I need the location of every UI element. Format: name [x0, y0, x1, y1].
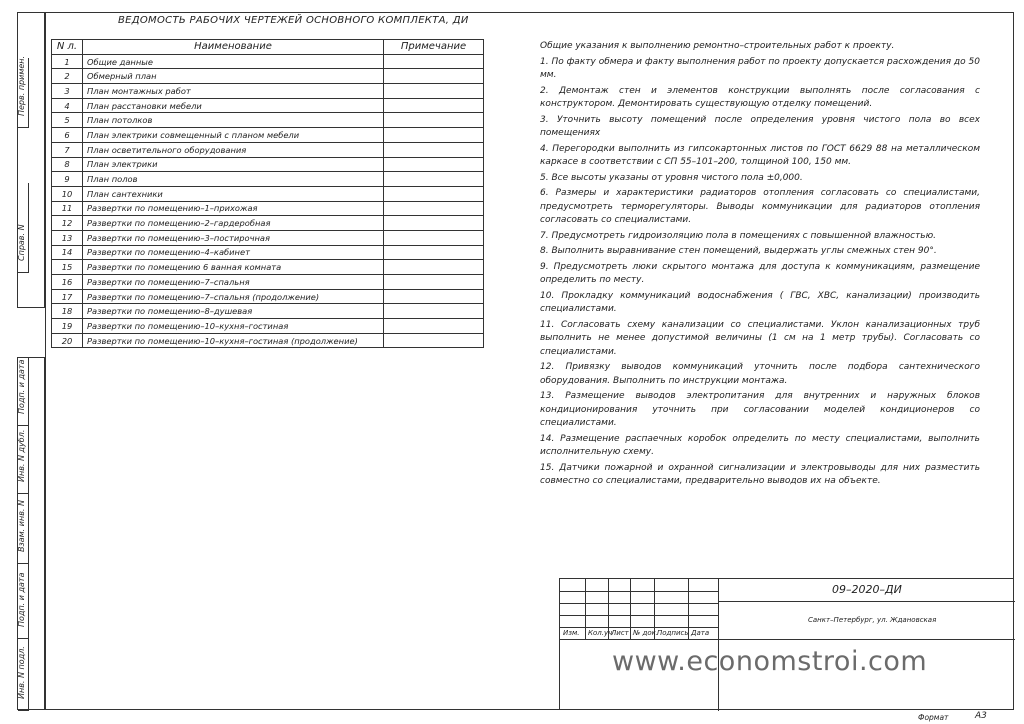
side-block-2 [17, 357, 45, 710]
side-label: Взам. инв. N [17, 500, 26, 552]
sheet-number: 6 [52, 128, 83, 143]
table-header-row [52, 40, 484, 55]
stamp-hline [560, 615, 718, 616]
table-row [52, 69, 484, 84]
sheet-number: 19 [52, 319, 83, 334]
sheet-name: Развертки по помещению–7–спальня [83, 275, 384, 290]
sheet-number: 5 [52, 113, 83, 128]
sheet-note [384, 319, 484, 334]
sheet-note [384, 245, 484, 260]
stamp-hline [560, 639, 1015, 640]
table-row [52, 54, 484, 69]
note-item: 11. Согласовать схему канализации со специалистами. Уклон канализационных труб выполнить не менее допустимой величины (1 см на 1 метр трубы). Согласовать со специалистами. [540, 319, 980, 357]
sheet-note [384, 84, 484, 99]
sheet-name: План полов [83, 172, 384, 187]
table-row [52, 230, 484, 245]
sheet-number: 9 [52, 172, 83, 187]
sheet-note [384, 275, 484, 290]
sheet-name: Развертки по помещению–4–кабинет [83, 245, 384, 260]
sheet-number: 8 [52, 157, 83, 172]
stamp-col-header: Дата [691, 629, 710, 637]
sheet-name: План монтажных работ [83, 84, 384, 99]
sheet-number: 4 [52, 98, 83, 113]
note-item: 3. Уточнить высоту помещений после определения уровня чистого пола во всех помещениях [540, 114, 980, 138]
table-row [52, 333, 484, 348]
stamp-col-header: Подпись [657, 629, 689, 637]
sheet-number: 17 [52, 289, 83, 304]
table-row [52, 142, 484, 157]
sheet-name: Общие данные [83, 54, 384, 69]
note-item: 12. Привязку выводов коммуникаций уточнить после подбора сантехнического оборудования. Выполнить по инструкции монтажа. [540, 362, 980, 386]
project-code: 09–2020–ДИ [832, 583, 902, 596]
sheet-number: 2 [52, 69, 83, 84]
sheet-name: План потолков [83, 113, 384, 128]
table-row [52, 245, 484, 260]
sheet-note [384, 113, 484, 128]
sheet-note [384, 230, 484, 245]
vedomost-table [51, 39, 484, 348]
sheet-note [384, 157, 484, 172]
col-header-note: Примечание [384, 40, 484, 55]
table-row [52, 289, 484, 304]
side-label: Инв. N подл. [17, 646, 26, 699]
sheet-name: Развертки по помещению–7–спальня (продолжение) [83, 289, 384, 304]
table-row [52, 216, 484, 231]
vedomost-title: ВЕДОМОСТЬ РАБОЧИХ ЧЕРТЕЖЕЙ ОСНОВНОГО КОМПЛЕКТА, ДИ [118, 15, 469, 26]
sheet-note [384, 289, 484, 304]
stamp-vline [585, 579, 586, 639]
stamp-hline [560, 627, 718, 628]
sheet-name: План сантехники [83, 186, 384, 201]
table-row [52, 260, 484, 275]
note-item: 15. Датчики пожарной и охранной сигнализации и электровыводы для них разместить совместно со специалистами, предварительно выводов их на объекте. [540, 462, 980, 486]
stamp-col-header: Изм. [563, 629, 580, 637]
sheet-number: 7 [52, 142, 83, 157]
sheet-note [384, 304, 484, 319]
project-address: Санкт–Петербург, ул. Ждановская [808, 616, 937, 624]
sheet-name: План расстановки мебели [83, 98, 384, 113]
sheet-number: 1 [52, 54, 83, 69]
sheet-number: 12 [52, 216, 83, 231]
sheet-note [384, 142, 484, 157]
note-item: 9. Предусмотреть люки скрытого монтажа для доступа к коммуникациям, размещение определить по месту. [540, 261, 980, 285]
note-item: 1. По факту обмера и факту выполнения работ по проекту допускается расхождения до 50 мм. [540, 56, 980, 80]
sheet-note [384, 54, 484, 69]
stamp-hline [560, 591, 718, 592]
stamp-hline [560, 603, 718, 604]
table-row [52, 98, 484, 113]
note-item: 2. Демонтаж стен и элементов конструкции выполнять после согласования с конструктором. Демонтировать существующую отделку помещений. [540, 85, 980, 109]
note-item: 6. Размеры и характеристики радиаторов отопления согласовать со специалистами, предусмотреть терморегуляторы. Выводы коммуникации для радиаторов отопления согласовать со специалистами. [540, 188, 980, 225]
note-item: 8. Выполнить выравнивание стен помещений, выдержать углы смежных стен 90°. [540, 246, 937, 256]
table-row [52, 157, 484, 172]
general-notes [540, 40, 980, 491]
sheet-note [384, 201, 484, 216]
side-stamp-column [17, 12, 45, 710]
table-row [52, 201, 484, 216]
sheet-number: 18 [52, 304, 83, 319]
side-label: Подп. и дата [17, 572, 26, 627]
sheet-note [384, 260, 484, 275]
side-label: Инв. N дубл. [17, 429, 26, 482]
table-row [52, 84, 484, 99]
note-item: 4. Перегородки выполнить из гипсокартонных листов по ГОСТ 6629 88 на металлическом каркасе в соответствии с СП 55–101–200, толщиной 100, 150 мм. [540, 143, 980, 167]
sheet-name: Развертки по помещению–2–гардеробная [83, 216, 384, 231]
table-row [52, 113, 484, 128]
sheet-number: 20 [52, 333, 83, 348]
sheet-note [384, 128, 484, 143]
stamp-col-header: Кол.уч [588, 629, 613, 637]
sheet-note [384, 333, 484, 348]
note-item: 13. Размещение выводов электропитания для внутренних и наружных блоков кондиционирования уточнить при согласовании моделей кондиционеров со специалистами. [540, 391, 980, 428]
table-row [52, 319, 484, 334]
side-label: Перв. примен. [17, 55, 26, 116]
col-header-name: Наименование [83, 40, 384, 55]
sheet-note [384, 69, 484, 84]
sheet-note [384, 186, 484, 201]
sheet-name: План электрики совмещенный с планом мебели [83, 128, 384, 143]
website-watermark: www.economstroi.com [612, 646, 928, 677]
sheet-number: 14 [52, 245, 83, 260]
sheet-number: 3 [52, 84, 83, 99]
format-value: А3 [975, 711, 987, 721]
stamp-vline [630, 579, 631, 639]
sheet-number: 10 [52, 186, 83, 201]
table-row [52, 172, 484, 187]
sheet-name: Развертки по помещению–3–постирочная [83, 230, 384, 245]
sheet-number: 15 [52, 260, 83, 275]
sheet-name: Развертки по помещению–10–кухня–гостиная (продолжение) [83, 333, 384, 348]
table-row [52, 275, 484, 290]
sheet-name: План электрики [83, 157, 384, 172]
side-label: Подп. и дата [17, 359, 26, 414]
sheet-name: Развертки по помещению–10–кухня–гостиная [83, 319, 384, 334]
sheet-note [384, 98, 484, 113]
sheet-number: 11 [52, 201, 83, 216]
sheet-name: План осветительного оборудования [83, 142, 384, 157]
note-item: 7. Предусмотреть гидроизоляцию пола в помещениях с повышенной влажностью. [540, 230, 937, 241]
note-item: Общие указания к выполнению ремонтно–строительных работ к проекту. [540, 41, 895, 51]
table-row [52, 304, 484, 319]
sheet-number: 13 [52, 230, 83, 245]
table-row [52, 128, 484, 143]
stamp-vline [718, 579, 719, 711]
sheet-name: Развертки по помещению–1–прихожая [83, 201, 384, 216]
stamp-hline [718, 601, 1015, 602]
table-row [52, 186, 484, 201]
format-label: Формат [918, 713, 949, 722]
stamp-col-header: Лист [611, 629, 629, 637]
sheet-name: Развертки по помещению–8–душевая [83, 304, 384, 319]
title-block [559, 578, 1014, 710]
stamp-col-header: № док. [633, 629, 659, 637]
sheet-number: 16 [52, 275, 83, 290]
sheet-name: Обмерный план [83, 69, 384, 84]
note-item: 10. Прокладку коммуникаций водоснабжения ( ГВС, ХВС, канализации) производить специалистами. [540, 290, 980, 314]
side-block-1 [17, 12, 45, 308]
sheet-note [384, 172, 484, 187]
col-header-number: N л. [52, 40, 83, 55]
note-item: 5. Все высоты указаны от уровня чистого пола ±0,000. [540, 172, 803, 183]
sheet-name: Развертки по помещению 6 ванная комната [83, 260, 384, 275]
sheet-note [384, 216, 484, 231]
note-item: 14. Размещение распаечных коробок определить по месту специалистами, выполнить исполнительную схему. [540, 433, 980, 457]
side-label: Справ. N [17, 224, 26, 261]
